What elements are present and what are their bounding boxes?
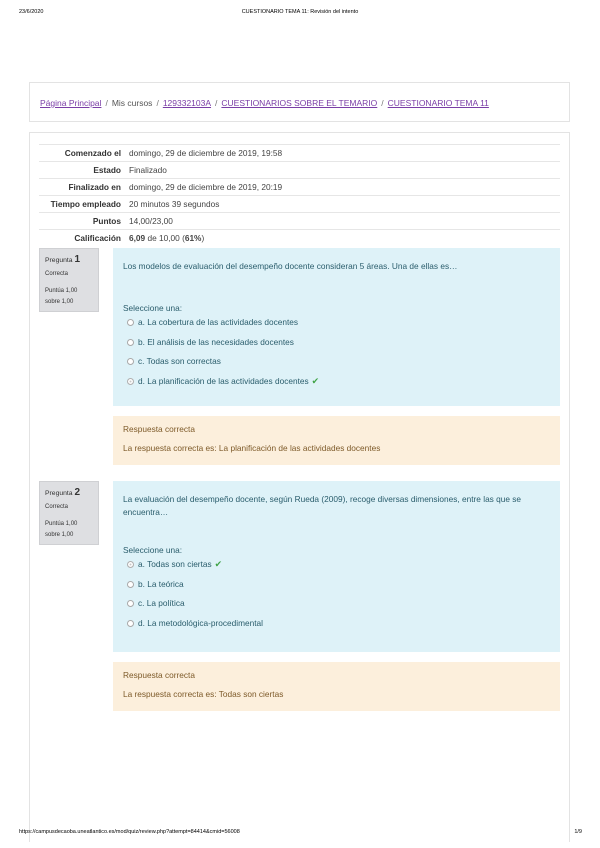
question-number-value: 2 <box>74 487 81 498</box>
print-page-number: 1/9 <box>574 829 582 835</box>
radio-button-selected[interactable] <box>127 561 134 568</box>
answer-option[interactable] <box>123 575 550 595</box>
answer-option[interactable] <box>123 352 550 372</box>
question-mark-line: Puntúa 1,00 <box>45 521 78 527</box>
summary-value: Finalizado <box>129 165 167 175</box>
question-info <box>39 481 99 545</box>
radio-button-selected[interactable] <box>127 378 134 385</box>
answer-text: a. La cobertura de las actividades docentes <box>138 317 299 327</box>
question-label: Pregunta <box>45 490 73 497</box>
summary-row-grade <box>39 230 560 247</box>
breadcrumb-section-link[interactable]: CUESTIONARIOS SOBRE EL TEMARIO <box>221 98 378 108</box>
answer-text: b. La teórica <box>138 578 184 589</box>
feedback-box <box>113 416 560 465</box>
breadcrumb-my-courses: Mis cursos <box>111 98 153 108</box>
question-number <box>45 254 93 265</box>
answer-option[interactable] <box>123 333 550 353</box>
print-url: https://campusdecaoba.uneatlantico.es/mod/quiz/review.php?attempt=84414&cmid=56008 <box>19 829 240 835</box>
question-content <box>113 481 560 652</box>
summary-label: Tiempo empleado <box>50 199 121 209</box>
grade-value <box>127 230 560 247</box>
summary-row <box>39 196 560 213</box>
radio-button[interactable] <box>127 600 134 607</box>
question-number <box>45 487 93 498</box>
breadcrumb-quiz-link[interactable]: CUESTIONARIO TEMA 11 <box>387 98 489 108</box>
grade-close: ) <box>201 233 205 243</box>
summary-row <box>39 179 560 196</box>
answer-text: c. La política <box>138 598 185 608</box>
answer-text: d. La metodológica-procedimental <box>138 617 263 628</box>
question-mark <box>45 286 93 308</box>
question-text: Los modelos de evaluación del desempeño docente consideran 5 áreas. Una de ellas es… <box>123 261 458 271</box>
question-label: Pregunta <box>45 257 73 264</box>
summary-row <box>39 213 560 230</box>
answer-option[interactable] <box>123 555 550 575</box>
grade-percent: 61% <box>184 233 202 243</box>
answer-list <box>123 313 550 391</box>
feedback-text: La respuesta correcta es: Todas son ciertas <box>123 689 284 699</box>
question-state: Correcta <box>45 271 69 277</box>
radio-button[interactable] <box>127 358 134 365</box>
question-mark-line: Puntúa 1,00 <box>45 288 78 294</box>
summary-row <box>39 162 560 179</box>
feedback-text: La respuesta correcta es: La planificación de las actividades docentes <box>123 443 381 453</box>
grade-score: 6,09 <box>129 233 146 243</box>
summary-row <box>39 145 560 162</box>
breadcrumb-separator: / <box>156 98 159 108</box>
breadcrumb-course-link[interactable]: 129332103A <box>162 98 212 108</box>
breadcrumb <box>29 82 570 122</box>
summary-label: Finalizado en <box>68 182 121 192</box>
answer-option[interactable] <box>123 372 550 392</box>
answer-text: b. El análisis de las necesidades docentes <box>138 336 294 347</box>
answer-option[interactable] <box>123 313 550 333</box>
answer-prompt: Seleccione una: <box>123 545 183 555</box>
summary-value: domingo, 29 de diciembre de 2019, 20:19 <box>129 182 283 192</box>
feedback-title: Respuesta correcta <box>123 670 195 680</box>
grade-of: de 10,00 ( <box>145 233 185 243</box>
checkmark-icon: ✔ <box>311 375 320 386</box>
answer-text: a. Todas son ciertas <box>138 559 212 569</box>
breadcrumb-separator: / <box>381 98 384 108</box>
answer-text: d. La planificación de las actividades docentes <box>138 375 309 386</box>
summary-label: Comenzado el <box>64 148 121 158</box>
answer-option[interactable] <box>123 594 550 614</box>
question-text: La evaluación del desempeño docente, según Rueda (2009), recoge diversas dimensiones, entre las que se encuentra… <box>123 494 522 517</box>
checkmark-icon: ✔ <box>214 559 223 569</box>
feedback-box <box>113 662 560 711</box>
radio-button[interactable] <box>127 581 134 588</box>
question-content <box>113 248 560 406</box>
summary-value: domingo, 29 de diciembre de 2019, 19:58 <box>129 148 283 158</box>
summary-label: Estado <box>93 165 121 175</box>
question-state: Correcta <box>45 504 69 510</box>
grade-label: Calificación <box>74 233 121 243</box>
question-mark <box>45 519 93 541</box>
breadcrumb-separator: / <box>215 98 218 108</box>
answer-list <box>123 555 550 633</box>
question-mark-line: sobre 1,00 <box>45 299 74 305</box>
summary-value: 14,00/23,00 <box>129 216 173 226</box>
radio-button[interactable] <box>127 339 134 346</box>
summary-value: 20 minutos 39 segundos <box>129 199 220 209</box>
answer-option[interactable] <box>123 614 550 634</box>
question-mark-line: sobre 1,00 <box>45 532 74 538</box>
print-date: 23/6/2020 <box>19 9 44 15</box>
feedback-title: Respuesta correcta <box>123 424 195 434</box>
radio-button[interactable] <box>127 620 134 627</box>
breadcrumb-home-link[interactable]: Página Principal <box>40 98 102 108</box>
breadcrumb-separator: / <box>105 98 108 108</box>
print-title: CUESTIONARIO TEMA 11: Revisión del intento <box>241 9 359 15</box>
question-info <box>39 248 99 312</box>
radio-button[interactable] <box>127 319 134 326</box>
answer-text: c. Todas son correctas <box>138 356 221 366</box>
summary-label: Puntos <box>92 216 121 226</box>
question-number-value: 1 <box>74 254 81 265</box>
answer-prompt: Seleccione una: <box>123 303 183 313</box>
attempt-summary-table <box>39 144 560 246</box>
